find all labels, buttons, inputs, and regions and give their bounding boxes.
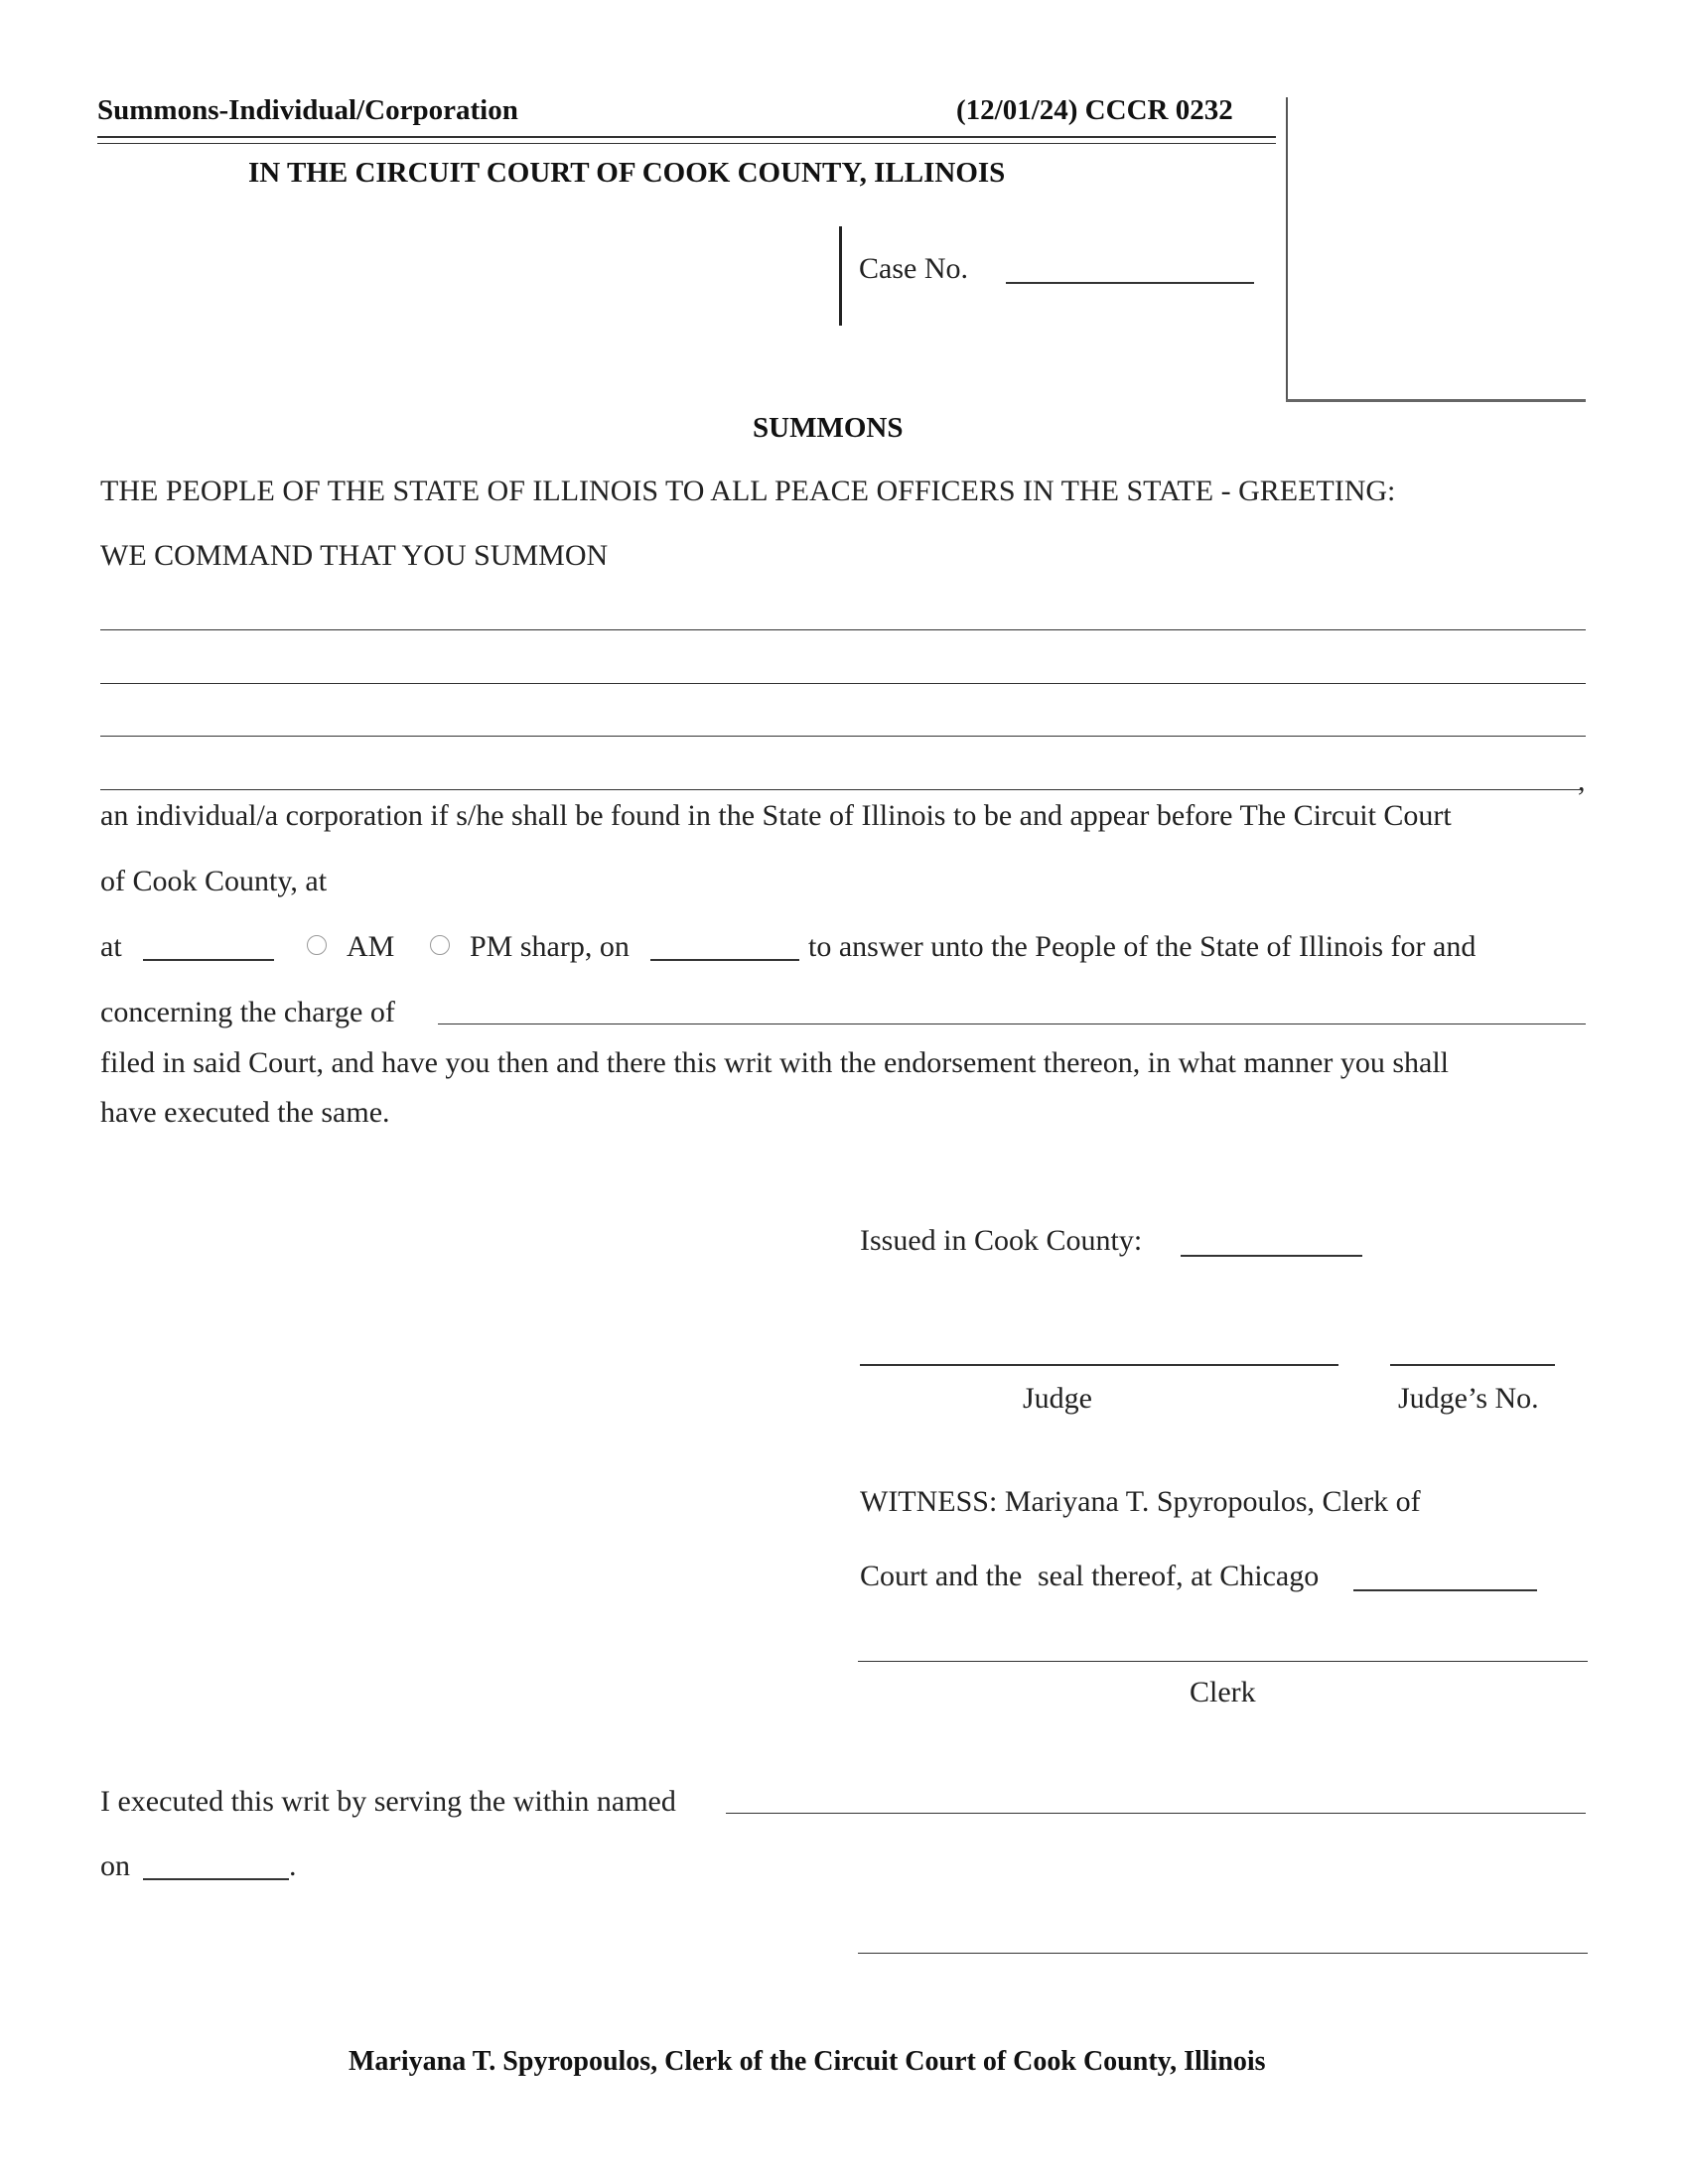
charge-label: concerning the charge of <box>100 996 395 1028</box>
clerk-label: Clerk <box>1190 1676 1256 1708</box>
served-date-period: . <box>289 1849 297 1882</box>
defendant-name-line-1[interactable] <box>100 629 1586 630</box>
footer-text: Mariyana T. Spyropoulos, Clerk of the Circuit Court of Cook County, Illinois <box>349 2046 1266 2077</box>
clerk-signature-line[interactable] <box>858 1661 1588 1662</box>
date-field[interactable] <box>650 959 799 961</box>
witness-line-2a: Court and the <box>860 1560 1023 1592</box>
case-number-label: Case No. <box>859 252 968 285</box>
am-radio[interactable] <box>307 935 327 955</box>
case-divider <box>839 226 842 326</box>
answer-text: to answer unto the People of the State of Illinois for and <box>808 930 1477 963</box>
issued-label: Issued in Cook County: <box>860 1224 1143 1257</box>
name-comma: , <box>1578 764 1586 797</box>
officer-signature-line[interactable] <box>858 1953 1588 1954</box>
appearance-line-2: of Cook County, at <box>100 865 328 897</box>
filed-line-2: have executed the same. <box>100 1096 390 1129</box>
defendant-name-line-3[interactable] <box>100 736 1586 737</box>
command-text: WE COMMAND THAT YOU SUMMON <box>100 539 609 572</box>
form-title: Summons-Individual/Corporation <box>97 94 518 126</box>
court-name: IN THE CIRCUIT COURT OF COOK COUNTY, ILLINOIS <box>248 157 1006 189</box>
served-date-field[interactable] <box>143 1878 289 1880</box>
witness-line-1: WITNESS: Mariyana T. Spyropoulos, Clerk of <box>860 1485 1421 1518</box>
header-rule-bottom <box>97 143 1276 144</box>
defendant-name-line-4[interactable] <box>100 789 1580 790</box>
witness-date-field[interactable] <box>1353 1589 1537 1591</box>
summons-title: SUMMONS <box>753 412 904 444</box>
form-code: (12/01/24) CCCR 0232 <box>956 94 1233 126</box>
judge-signature-line[interactable] <box>860 1364 1338 1366</box>
greeting-text: THE PEOPLE OF THE STATE OF ILLINOIS TO ALL PEACE OFFICERS IN THE STATE - GREETING: <box>100 475 1396 507</box>
pm-label: PM sharp, on <box>470 930 630 963</box>
stamp-box-left-border <box>1286 97 1288 400</box>
filed-line-1: filed in said Court, and have you then and there this writ with the endorsement thereon, in what manner you shall <box>100 1046 1449 1079</box>
judge-number-label: Judge’s No. <box>1398 1382 1539 1415</box>
am-label: AM <box>347 930 395 963</box>
defendant-name-line-2[interactable] <box>100 683 1586 684</box>
execution-on-label: on <box>100 1849 130 1882</box>
witness-line-2b: seal thereof, at Chicago <box>1038 1560 1320 1592</box>
issued-date-field[interactable] <box>1181 1255 1362 1257</box>
case-number-field[interactable] <box>1006 282 1254 284</box>
appearance-line-1: an individual/a corporation if s/he shall be found in the State of Illinois to be and appear before The Circuit Court <box>100 799 1452 832</box>
served-name-field[interactable] <box>726 1813 1586 1814</box>
time-field[interactable] <box>143 959 274 961</box>
judge-label: Judge <box>1023 1382 1092 1415</box>
stamp-box-bottom-border <box>1286 399 1586 402</box>
at-label: at <box>100 930 122 963</box>
judge-number-line[interactable] <box>1390 1364 1555 1366</box>
pm-radio[interactable] <box>430 935 450 955</box>
execution-label: I executed this writ by serving the within named <box>100 1785 676 1818</box>
header-rule-top <box>97 136 1276 138</box>
